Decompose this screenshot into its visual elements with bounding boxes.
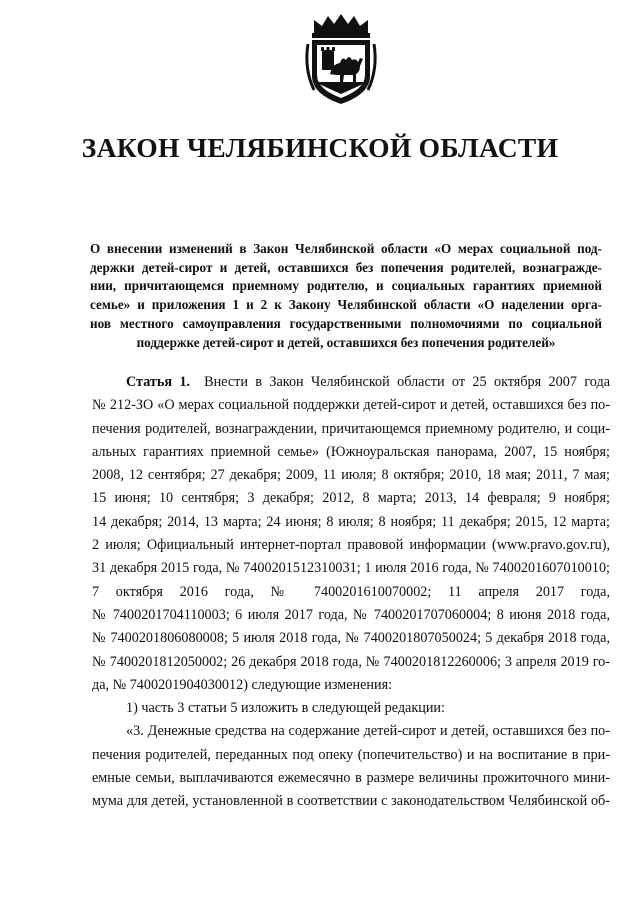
article-line: 15 июня; 10 сентября; 3 декабря; 2012, 8 марта; 2013, 14 февраля; 9 ноября; xyxy=(92,490,610,507)
quote-line: мума для детей, установленной в соответствии с законодательством Челябинской об- xyxy=(92,793,610,810)
subject-line: держки детей-сирот и детей, оставшихся без попечения родителей, вознагражде- xyxy=(90,259,602,275)
article-line: № 7400201806080008; 5 июля 2018 года, № 7400201807050024; 5 декабря 2018 года, xyxy=(92,630,610,647)
article-line: да, № 7400201904030012) следующие изменения: xyxy=(92,676,393,693)
subject-line: нов местного самоуправления государственными полномочиями по социальной xyxy=(90,315,602,331)
quote-line: емные семьи, выплачиваются ежемесячно в размере величины прожиточного мини- xyxy=(92,770,610,787)
article-body xyxy=(92,371,610,814)
article-line: альных гарантиях приемной семье» (Южноуральская панорама, 2007, 15 ноября; xyxy=(92,443,610,460)
law-subject xyxy=(90,240,602,352)
article-line: 2008, 12 сентября; 27 декабря; 2009, 11 июля; 8 октября; 2010, 18 мая; 2011, 7 мая; xyxy=(92,467,610,484)
article-first-line xyxy=(92,371,610,394)
article-line: № 212-ЗО «О мерах социальной поддержки детей-сирот и детей, оставшихся без по- xyxy=(92,397,610,414)
article-line: 7 октября 2016 года, № 7400201610070002; 11 апреля 2017 года, xyxy=(92,583,610,600)
subject-line: поддержке детей-сирот и детей, оставшихся без попечения родителей» xyxy=(136,334,556,350)
article-line: № 7400201812050002; 26 декабря 2018 года, № 7400201812260006; 3 апреля 2019 го- xyxy=(92,653,610,670)
article-line: № 7400201704110003; 6 июля 2017 года, № 7400201707060004; 8 июня 2018 года, xyxy=(92,606,610,623)
article-line: 31 декабря 2015 года, № 7400201512310031; 1 июля 2016 года, № 7400201607010010; xyxy=(92,560,610,577)
article-line: печения родителей, вознаграждении, причитающемся приемному родителю, и соци- xyxy=(92,420,610,437)
subject-line: О внесении изменений в Закон Челябинской области «О мерах социальной под- xyxy=(90,241,602,256)
document-title: ЗАКОН ЧЕЛЯБИНСКОЙ ОБЛАСТИ xyxy=(81,132,559,163)
quote-line: печения родителей, переданных под опеку (попечительство) и на воспитание в при- xyxy=(92,746,610,763)
subject-line: семье» и приложения 1 и 2 к Закону Челябинской области «О наделении орга- xyxy=(90,297,602,313)
article-first-line-text: Внести в Закон Челябинской области от 25 октября 2007 года xyxy=(204,374,610,390)
article-item-1: 1) часть 3 статьи 5 изложить в следующей редакции: xyxy=(126,700,445,717)
quote-first-line: «3. Денежные средства на содержание детей-сирот и детей, оставшихся без по- xyxy=(126,723,610,740)
coat-of-arms-icon xyxy=(300,14,382,106)
article-line: 2 июля; Официальный интернет-портал правовой информации (www.pravo.gov.ru), xyxy=(92,537,610,554)
subject-line: нии, причитающемся приемному родителю, и социальных гарантиях приемной xyxy=(90,278,602,294)
article-label: Статья 1. xyxy=(126,374,191,390)
article-line: 14 декабря; 2014, 13 марта; 24 июня; 8 июля; 8 ноября; 11 декабря; 2015, 12 марта; xyxy=(92,513,610,530)
